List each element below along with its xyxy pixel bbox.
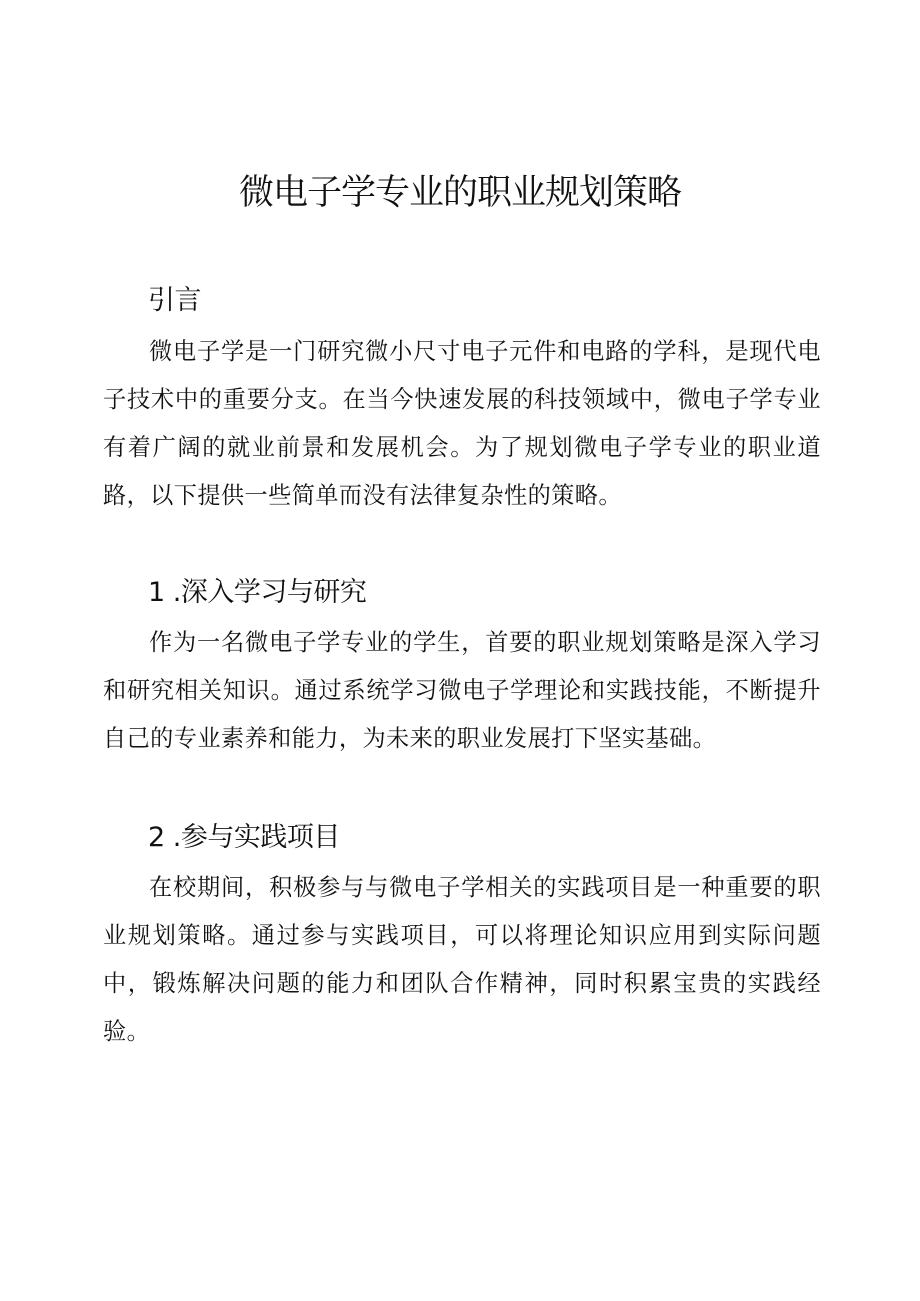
section-heading-projects: 2 .参与实践项目 [148,822,340,853]
section-body-study: 作为一名微电子学专业的学生，首要的职业规划策略是深入学习和研究相关知识。通过系统学习微电子学理论和实践技能，不断提升自己的专业素养和能力，为未来的职业发展打下坚实基础。 [103,629,821,752]
section-heading-intro: 引言 [148,285,201,316]
section-body-intro: 微电子学是一门研究微小尺寸电子元件和电路的学科，是现代电子技术中的重要分支。在当今快速发展的科技领域中，微电子学专业有着广阔的就业前景和发展机会。为了规划微电子学专业的职业道路，以下提供一些简单而没有法律复杂性的策略。 [103,338,821,509]
document-title: 微电子学专业的职业规划策略 [238,173,681,213]
section-body-projects: 在校期间，积极参与与微电子学相关的实践项目是一种重要的职业规划策略。通过参与实践项目，可以将理论知识应用到实际问题中，锻炼解决问题的能力和团队合作精神，同时积累宝贵的实践经验。 [103,874,821,1045]
section-heading-study: 1 .深入学习与研究 [148,577,367,608]
